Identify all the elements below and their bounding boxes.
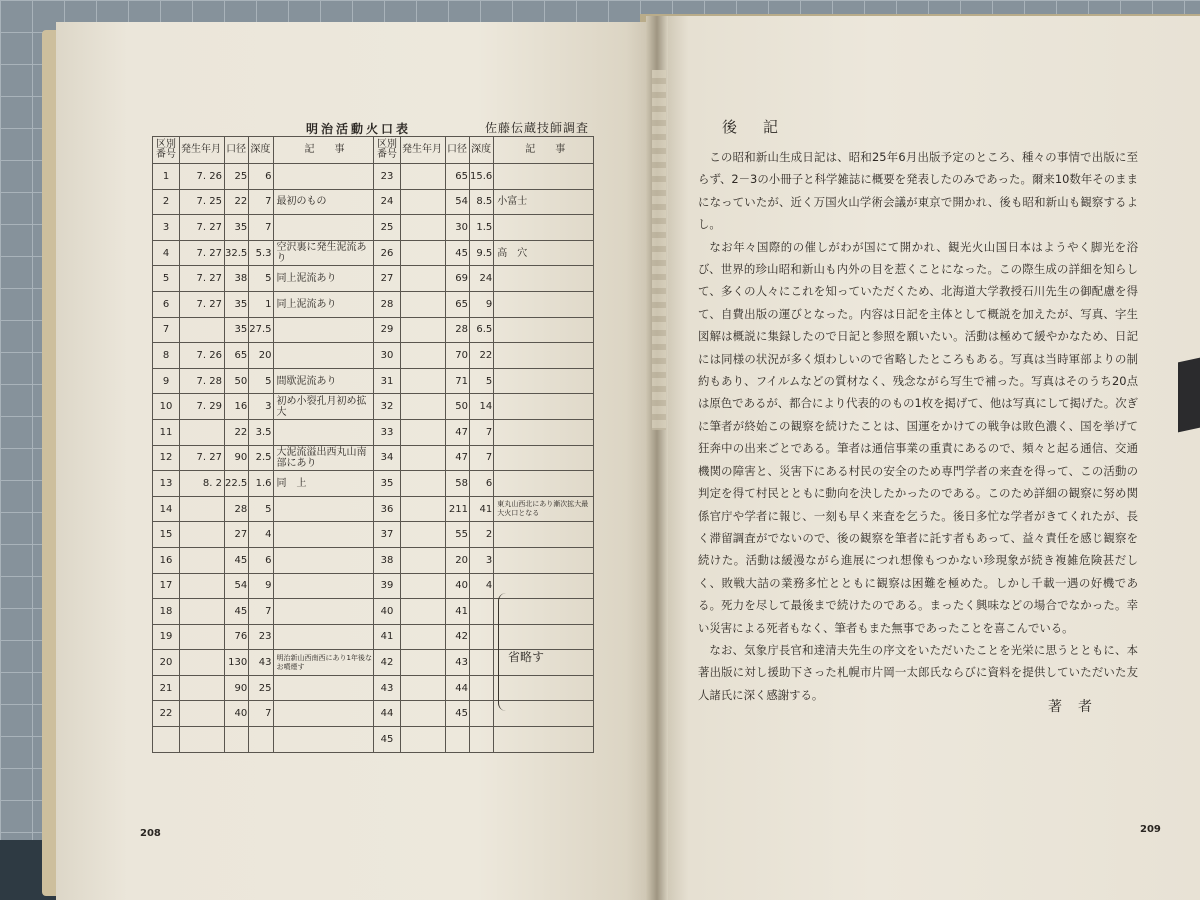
cell-dep (249, 727, 273, 753)
table-row (374, 471, 594, 497)
table-row (153, 701, 374, 727)
cell-date (401, 445, 446, 471)
cell-date (401, 291, 446, 317)
cell-dep: 7 (249, 215, 273, 241)
cell-date (401, 215, 446, 241)
cell-date (180, 317, 225, 343)
cell-no: 1 (153, 164, 180, 190)
cell-dia: 211 (446, 496, 470, 522)
cell-dep: 5.3 (249, 240, 273, 266)
cell-date (401, 317, 446, 343)
cell-dia: 55 (446, 522, 470, 548)
cell-dia: 45 (446, 240, 470, 266)
cell-date (180, 650, 225, 676)
cell-date (401, 419, 446, 445)
dark-object (1178, 358, 1200, 433)
cell-date: 8. 2 (180, 471, 225, 497)
table-row (153, 164, 374, 190)
cell-note: 初め小裂孔月初め拡大 (273, 394, 373, 420)
cell-date (401, 240, 446, 266)
table-row (153, 675, 374, 701)
cell-dia: 22 (225, 419, 249, 445)
cell-dep: 24 (470, 266, 494, 292)
cell-no: 29 (374, 317, 401, 343)
table-row (374, 164, 594, 190)
table-row (153, 547, 374, 573)
cell-dep: 6 (470, 471, 494, 497)
cell-dep: 3 (470, 547, 494, 573)
cell-note (273, 419, 373, 445)
cell-dep: 6.5 (470, 317, 494, 343)
cell-no: 8 (153, 343, 180, 369)
cell-dep: 5 (249, 496, 273, 522)
cell-date (401, 471, 446, 497)
page-number-right: 209 (1140, 824, 1161, 835)
cell-dep: 8.5 (470, 189, 494, 215)
cell-dia: 16 (225, 394, 249, 420)
header-dia: 口径 (446, 137, 470, 164)
cell-no: 33 (374, 419, 401, 445)
cell-dia: 35 (225, 291, 249, 317)
cell-date: 7. 28 (180, 368, 225, 394)
cell-note (494, 522, 594, 548)
cell-no: 44 (374, 701, 401, 727)
cell-dep: 15.6 (470, 164, 494, 190)
cell-date (401, 675, 446, 701)
cell-dia: 30 (446, 215, 470, 241)
cell-date: 7. 29 (180, 394, 225, 420)
header-note: 記 事 (494, 137, 594, 164)
cell-note (494, 471, 594, 497)
cell-dia: 44 (446, 675, 470, 701)
cell-date (180, 599, 225, 625)
cell-no: 21 (153, 675, 180, 701)
cell-note: 小富士 (494, 189, 594, 215)
cell-dep: 1.6 (249, 471, 273, 497)
cell-note (273, 599, 373, 625)
postscript-body (698, 146, 1138, 706)
cell-dep: 2.5 (249, 445, 273, 471)
header-date: 発生年月 (401, 137, 446, 164)
cell-no: 40 (374, 599, 401, 625)
table-row (153, 266, 374, 292)
cell-dia: 90 (225, 675, 249, 701)
cell-dep: 9 (249, 573, 273, 599)
cell-dep: 7 (249, 701, 273, 727)
cell-no: 16 (153, 547, 180, 573)
cell-dia: 45 (225, 599, 249, 625)
cell-note (494, 727, 594, 753)
cell-note (273, 522, 373, 548)
cell-note (273, 701, 373, 727)
cell-dia: 35 (225, 215, 249, 241)
cell-note: 同 上 (273, 471, 373, 497)
postscript-paragraph: この昭和新山生成日記は、昭和25年6月出版予定のところ、種々の事情で出版に至らず、2－3の小冊子と科学雑誌に概要を発表したのみであった。爾来10数年そのままになっていたが、近く万国火山学術会議が東京で開かれ、後も昭和新山も観察するよし。 (698, 150, 1138, 232)
table-row (374, 419, 594, 445)
table-row (153, 240, 374, 266)
cell-dia: 35 (225, 317, 249, 343)
cell-note (494, 215, 594, 241)
cell-note: 大泥流溢出西丸山南部にあり (273, 445, 373, 471)
page-number-left: 208 (140, 828, 161, 839)
cell-dep: 25 (249, 675, 273, 701)
cell-no: 3 (153, 215, 180, 241)
crater-table-right (373, 136, 594, 753)
table-row (374, 599, 594, 625)
cell-date (180, 522, 225, 548)
table-row (374, 496, 594, 522)
cell-dia: 58 (446, 471, 470, 497)
cell-dep: 1.5 (470, 215, 494, 241)
cell-no: 35 (374, 471, 401, 497)
cell-note: 高 穴 (494, 240, 594, 266)
cell-dep: 22 (470, 343, 494, 369)
table-row (374, 650, 594, 676)
cell-no: 7 (153, 317, 180, 343)
cell-note (494, 164, 594, 190)
table-row (153, 650, 374, 676)
cell-dia: 65 (446, 164, 470, 190)
cell-date (401, 189, 446, 215)
cell-no: 25 (374, 215, 401, 241)
table-row (374, 266, 594, 292)
cell-no: 42 (374, 650, 401, 676)
cell-note (273, 624, 373, 650)
cell-dep: 5 (470, 368, 494, 394)
cell-no: 2 (153, 189, 180, 215)
cell-dia: 42 (446, 624, 470, 650)
table-row (374, 317, 594, 343)
cell-dia: 28 (446, 317, 470, 343)
cell-no: 10 (153, 394, 180, 420)
cell-dia: 38 (225, 266, 249, 292)
cell-dia: 27 (225, 522, 249, 548)
cell-note: 東丸山西北にあり漸次拡大最大火口となる (494, 496, 594, 522)
cell-no: 45 (374, 727, 401, 753)
cell-dia: 54 (446, 189, 470, 215)
cell-note (273, 496, 373, 522)
cell-dia: 130 (225, 650, 249, 676)
cell-dia: 65 (446, 291, 470, 317)
cell-date (180, 624, 225, 650)
cell-dia: 22 (225, 189, 249, 215)
header-dep: 深度 (249, 137, 273, 164)
cell-dia: 45 (446, 701, 470, 727)
cell-dep: 20 (249, 343, 273, 369)
table-row (153, 573, 374, 599)
table-body-right (374, 164, 594, 753)
cell-date: 7. 27 (180, 291, 225, 317)
cell-dep: 41 (470, 496, 494, 522)
cell-dia: 47 (446, 445, 470, 471)
cell-note (494, 291, 594, 317)
table-body-left (153, 164, 374, 753)
cell-date (180, 419, 225, 445)
cell-date (401, 650, 446, 676)
table-header-row (153, 137, 374, 164)
cell-date (180, 496, 225, 522)
postscript-paragraph: なお年々国際的の催しがわが国にて開かれ、観光火山国日本はようやく脚光を浴び、世界的珍山昭和新山も内外の目を惹くことになった。この際生成の詳細を知らして、多くの人々にこれを知っていただくため、北海道大学教授石川先生の御配慮を得て、自費出版の運びとなった。内容は日記を主体として概説を加えたが、写真、字生図解は概説に集録したので日記と参照を願いたい。活動は極めて緩やかなため、日記には同様の状況が多く煩わしいので省略したところもある。写真は当時軍部よりの制約もあり、フイルムなどの質材なく、残念ながら写生で補った。写真はそのうち20点は原色であるが、都合により代表的のもの1枚を掲げて、他は写真にして掲げた。次ぎに筆者が終始この観察を続けたことは、国運をかけての戦争は敗色濃く、国を挙げて狂奔中の出来ごとである。筆者は通信事業の重責にあるので、頻々と起る通信、交通機関の障害と、災害下にある村民の安全のため専門学者の来査を得って、この活動の判定を得て村民とともに動向を決したかったのである。このため詳細の観察に努め関係官庁や学者に報じ、一刻も早く来査を乞うた。後日多忙な学者がきてくれたが、長く滞留調査がでないので、後の観察を筆者に託す者もあって、益々責任を感じ観察を続けた。活動は緩漫ながら進展につれ想像もつかない珍現象が続き複雑危険甚だしく、敗戦大詰の業務多忙とともに観察は困難を極めた。しかし千載一遇の好機である。死力を尽して最後まで続けたのである。まったく興味などの場合でなかった。幸い災害による死者もなく、筆者もまた無事であったことを喜こんでいる。 (698, 239, 1138, 635)
cell-date (401, 522, 446, 548)
cell-date: 7. 26 (180, 343, 225, 369)
cell-no: 22 (153, 701, 180, 727)
cell-dep: 7 (249, 599, 273, 625)
cell-dep: 27.5 (249, 317, 273, 343)
cell-no: 37 (374, 522, 401, 548)
cell-dep: 2 (470, 522, 494, 548)
table-row (153, 522, 374, 548)
cell-note (273, 675, 373, 701)
cell-no: 30 (374, 343, 401, 369)
cell-note: 明治新山西南西にあり1年後なお噴煙す (273, 650, 373, 676)
cell-dia: 43 (446, 650, 470, 676)
table-row (374, 727, 594, 753)
cell-date (180, 573, 225, 599)
cell-note (273, 727, 373, 753)
table-author: 佐藤伝蔵技師調査 (485, 121, 590, 135)
table-row (153, 368, 374, 394)
cell-no: 14 (153, 496, 180, 522)
table-row (374, 189, 594, 215)
cell-dep (470, 599, 494, 625)
cell-dep: 1 (249, 291, 273, 317)
cell-date: 7. 27 (180, 215, 225, 241)
table-row (374, 522, 594, 548)
cell-no: 4 (153, 240, 180, 266)
cell-no: 19 (153, 624, 180, 650)
cell-no: 27 (374, 266, 401, 292)
cell-dia: 45 (225, 547, 249, 573)
table-row (153, 215, 374, 241)
cell-dia: 76 (225, 624, 249, 650)
cell-no: 11 (153, 419, 180, 445)
cell-date: 7. 27 (180, 445, 225, 471)
cell-dep (470, 727, 494, 753)
cell-note (273, 317, 373, 343)
cell-date (180, 675, 225, 701)
cell-no: 24 (374, 189, 401, 215)
cell-no: 20 (153, 650, 180, 676)
cell-dia: 40 (225, 701, 249, 727)
table-row (374, 445, 594, 471)
cell-dia: 22.5 (225, 471, 249, 497)
header-date: 発生年月 (180, 137, 225, 164)
cell-note (494, 266, 594, 292)
table-row (374, 573, 594, 599)
cell-date (401, 164, 446, 190)
cell-dep: 23 (249, 624, 273, 650)
cell-no: 32 (374, 394, 401, 420)
cell-dia: 54 (225, 573, 249, 599)
cell-dia: 71 (446, 368, 470, 394)
cell-date: 7. 27 (180, 266, 225, 292)
cell-no: 41 (374, 624, 401, 650)
table-row (374, 368, 594, 394)
cell-no: 15 (153, 522, 180, 548)
cell-note (494, 368, 594, 394)
cell-no: 36 (374, 496, 401, 522)
table-header-row (374, 137, 594, 164)
postscript-author: 著者 (1048, 699, 1108, 715)
cell-date (401, 573, 446, 599)
header-dia: 口径 (225, 137, 249, 164)
header-no: 区別番号 (374, 137, 401, 164)
cell-dia: 28 (225, 496, 249, 522)
cell-dep (470, 701, 494, 727)
cell-note (494, 317, 594, 343)
table-row (374, 624, 594, 650)
table-row (374, 343, 594, 369)
cell-no: 34 (374, 445, 401, 471)
cell-dia: 32.5 (225, 240, 249, 266)
cell-no: 12 (153, 445, 180, 471)
cell-dia: 50 (446, 394, 470, 420)
cell-date (401, 624, 446, 650)
cell-date (401, 701, 446, 727)
table-row (153, 189, 374, 215)
cell-dep: 3 (249, 394, 273, 420)
cell-no: 28 (374, 291, 401, 317)
cell-dia (446, 727, 470, 753)
cell-dia: 40 (446, 573, 470, 599)
table-row (374, 675, 594, 701)
cell-dep: 4 (470, 573, 494, 599)
postscript-title: 後記 (722, 118, 805, 136)
table-row (153, 496, 374, 522)
cell-dep: 9.5 (470, 240, 494, 266)
cell-date (401, 394, 446, 420)
table-row (153, 445, 374, 471)
table-row (153, 394, 374, 420)
cell-dep (470, 650, 494, 676)
cell-date (180, 727, 225, 753)
cell-date: 7. 27 (180, 240, 225, 266)
cell-no: 43 (374, 675, 401, 701)
omitted-label: 省略す (508, 650, 545, 664)
cell-dep: 4 (249, 522, 273, 548)
cell-dia: 70 (446, 343, 470, 369)
cell-date (401, 343, 446, 369)
table-row (374, 701, 594, 727)
cell-no: 23 (374, 164, 401, 190)
cell-date: 7. 26 (180, 164, 225, 190)
cell-no: 39 (374, 573, 401, 599)
cell-note (494, 343, 594, 369)
cell-note (494, 419, 594, 445)
cell-note (273, 215, 373, 241)
cell-no: 6 (153, 291, 180, 317)
cell-no: 31 (374, 368, 401, 394)
cell-dep (470, 675, 494, 701)
cell-note: 同上泥流あり (273, 266, 373, 292)
cell-note (273, 164, 373, 190)
cell-note: 最初のもの (273, 189, 373, 215)
table-row (153, 317, 374, 343)
cell-date (401, 599, 446, 625)
cell-dep: 6 (249, 164, 273, 190)
cell-dep: 7 (249, 189, 273, 215)
torn-page-edge (652, 70, 666, 430)
cell-no: 38 (374, 547, 401, 573)
table-row (374, 291, 594, 317)
cell-dia: 90 (225, 445, 249, 471)
table-row (374, 240, 594, 266)
table-row (153, 291, 374, 317)
cell-dep: 9 (470, 291, 494, 317)
cell-dep: 5 (249, 266, 273, 292)
cell-date (180, 701, 225, 727)
cell-dep (470, 624, 494, 650)
cell-date: 7. 25 (180, 189, 225, 215)
cell-note: 間歇泥流あり (273, 368, 373, 394)
cell-dep: 7 (470, 419, 494, 445)
table-row (374, 547, 594, 573)
cell-note (494, 445, 594, 471)
cell-dep: 5 (249, 368, 273, 394)
table-row (153, 599, 374, 625)
table-title: 明治活動火口表 (306, 122, 412, 136)
cell-dep: 7 (470, 445, 494, 471)
cell-no: 9 (153, 368, 180, 394)
cell-dia: 69 (446, 266, 470, 292)
table-row (153, 471, 374, 497)
cell-no: 13 (153, 471, 180, 497)
cell-dia: 47 (446, 419, 470, 445)
header-dep: 深度 (470, 137, 494, 164)
crater-table-left (152, 136, 374, 753)
cell-note (273, 573, 373, 599)
postscript-paragraph: なお、気象庁長官和達清夫先生の序文をいただいたことを光栄に思うとともに、本著出版に対し援助下さった札幌市片岡一太郎氏ならびに資料を提供していただいた友人諸氏に深く感謝する。 (698, 642, 1138, 702)
cell-note: 同上泥流あり (273, 291, 373, 317)
cell-dia (225, 727, 249, 753)
cell-date (180, 547, 225, 573)
header-note: 記 事 (273, 137, 373, 164)
cell-no: 18 (153, 599, 180, 625)
table-row (153, 419, 374, 445)
cell-dep: 6 (249, 547, 273, 573)
cell-note (273, 343, 373, 369)
table-row (374, 215, 594, 241)
cell-no: 17 (153, 573, 180, 599)
cell-dia: 20 (446, 547, 470, 573)
cell-dia: 25 (225, 164, 249, 190)
cell-no (153, 727, 180, 753)
cell-dia: 50 (225, 368, 249, 394)
cell-dia: 65 (225, 343, 249, 369)
cell-date (401, 727, 446, 753)
cell-date (401, 547, 446, 573)
table-row (153, 624, 374, 650)
cell-date (401, 496, 446, 522)
cell-dep: 43 (249, 650, 273, 676)
cell-date (401, 266, 446, 292)
cell-date (401, 368, 446, 394)
cell-note (494, 394, 594, 420)
header-no: 区別番号 (153, 137, 180, 164)
table-row (153, 343, 374, 369)
cell-note: 空沢裏に発生泥流あり (273, 240, 373, 266)
cell-note (273, 547, 373, 573)
table-row (374, 394, 594, 420)
cell-no: 26 (374, 240, 401, 266)
cell-dep: 14 (470, 394, 494, 420)
cell-no: 5 (153, 266, 180, 292)
table-row (153, 727, 374, 753)
cell-note (494, 547, 594, 573)
cell-dep: 3.5 (249, 419, 273, 445)
cell-dia: 41 (446, 599, 470, 625)
